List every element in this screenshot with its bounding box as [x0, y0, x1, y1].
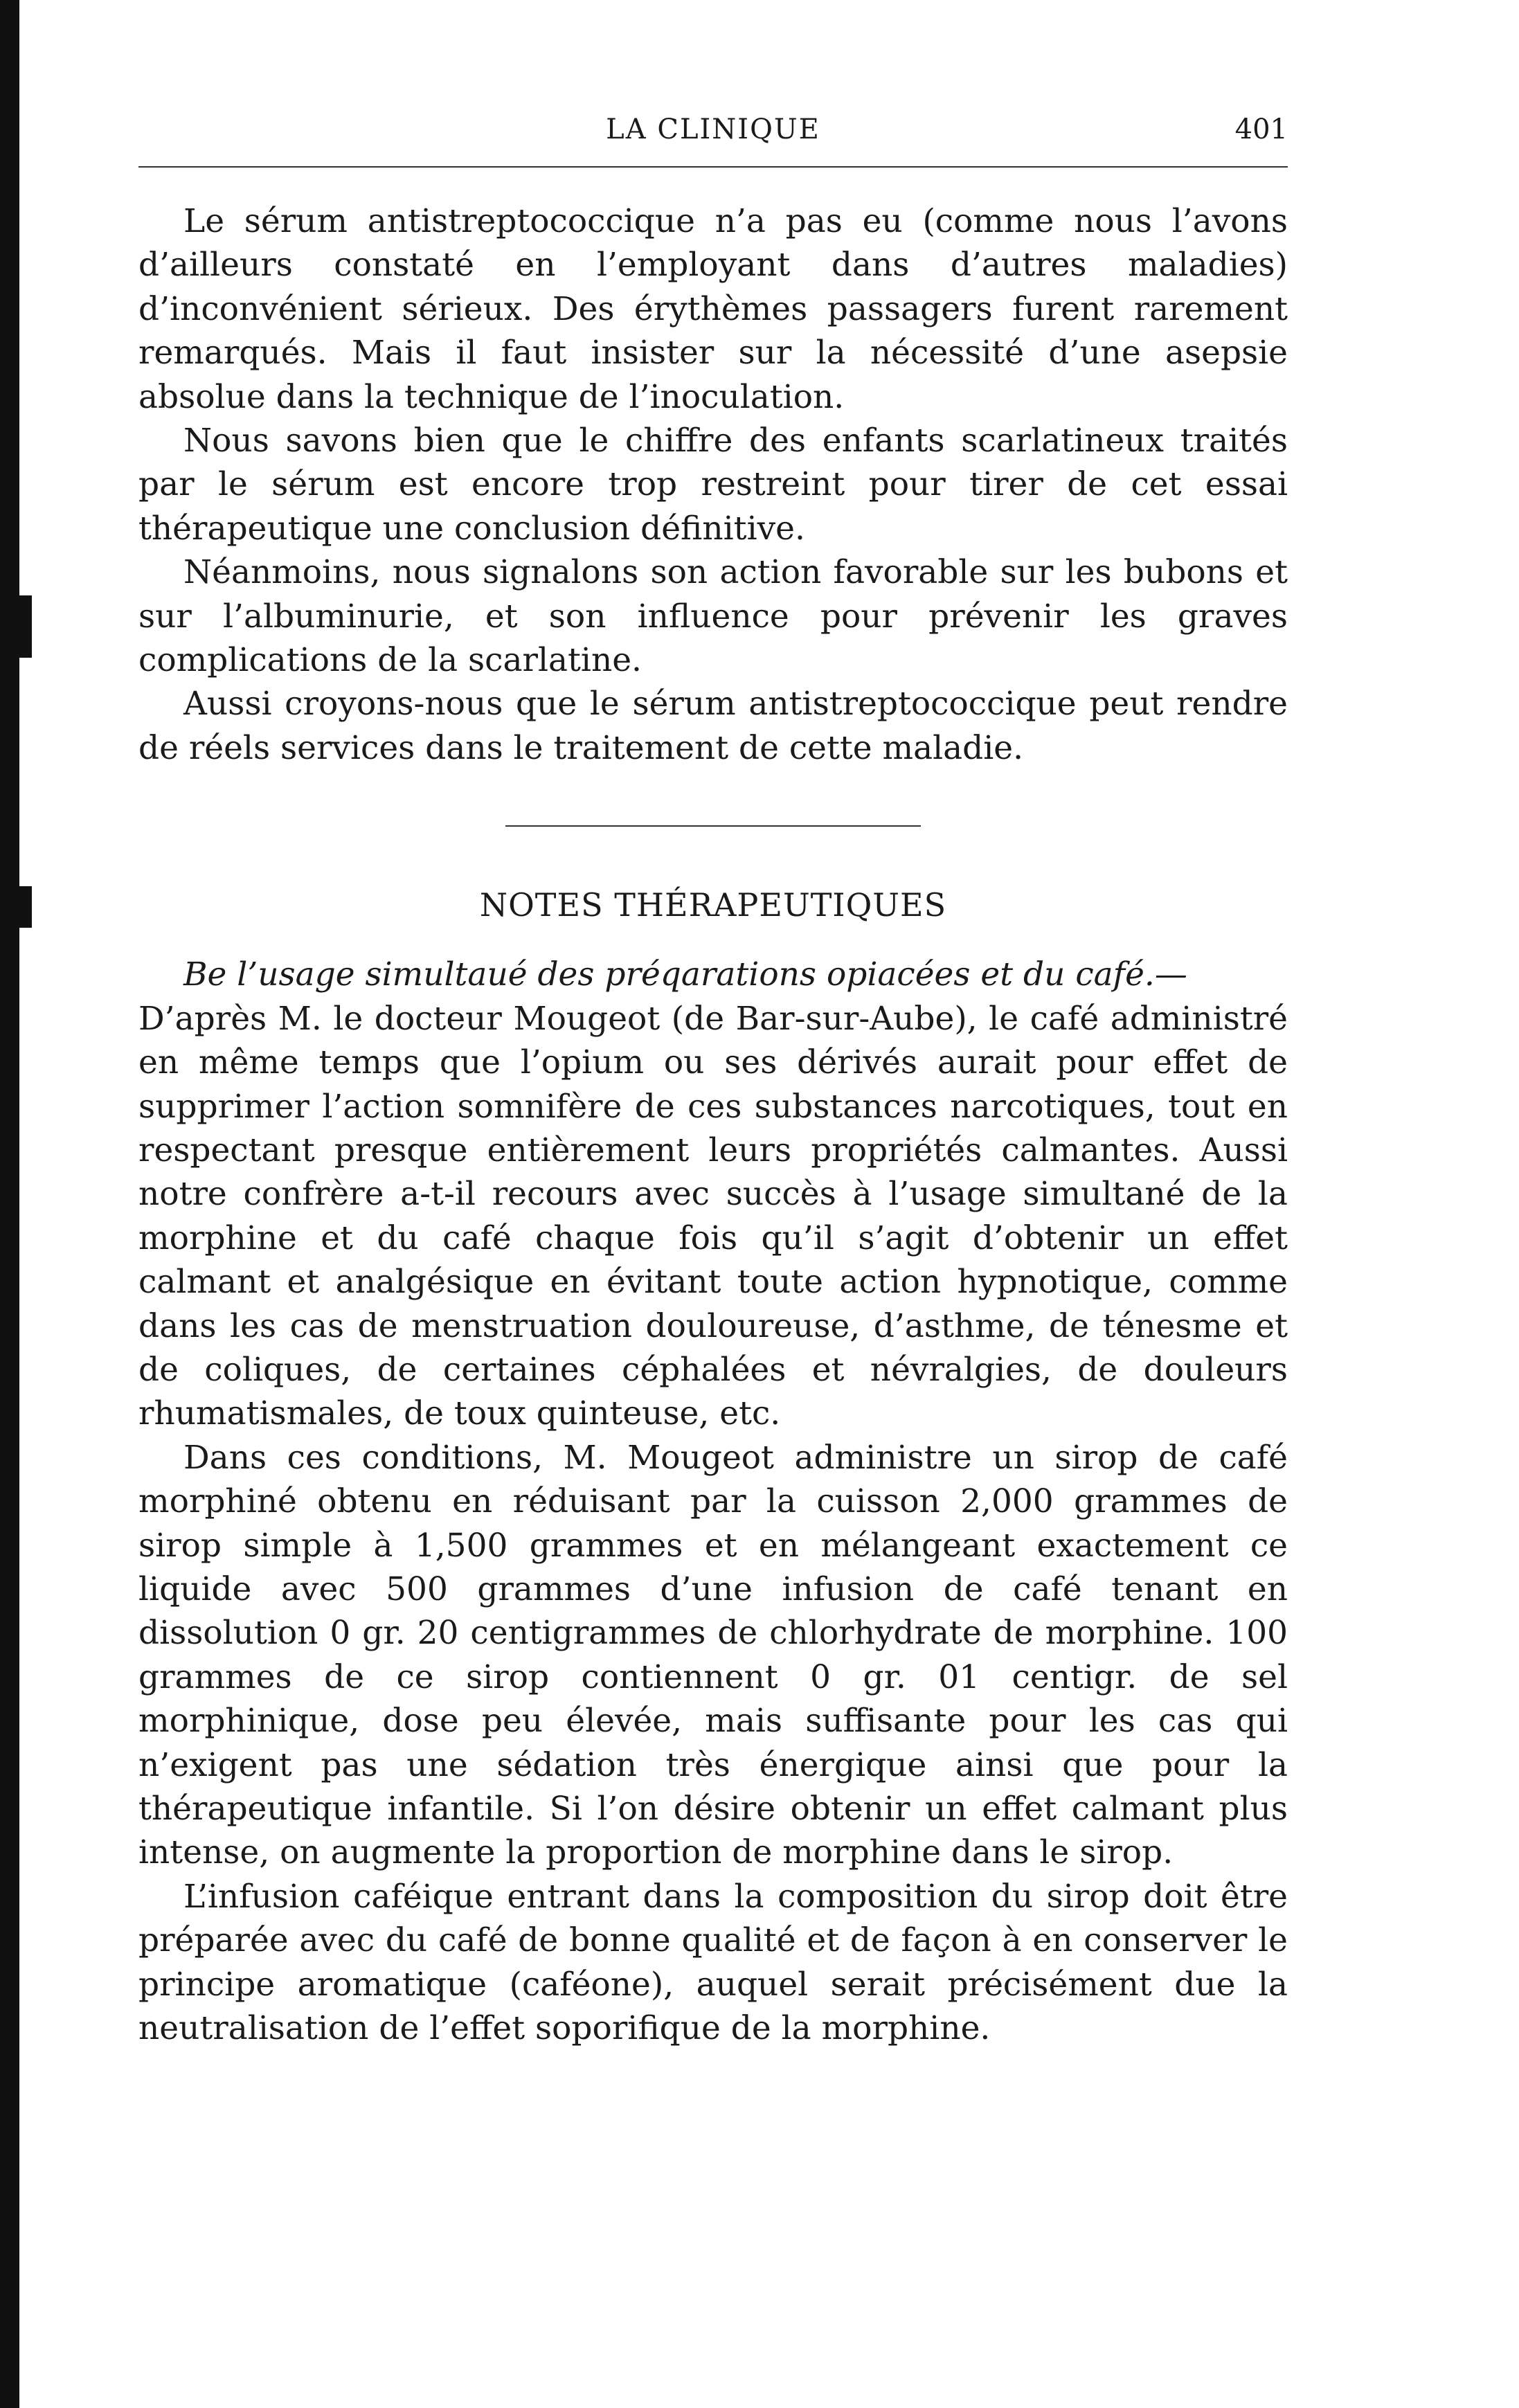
body-paragraph: Aussi croyons-nous que le sérum antistreptococcique peut rendre de réels services dans le traitement de cette maladie.	[138, 685, 1288, 767]
body-paragraph: L’infusion caféique entrant dans la composition du sirop doit être préparée avec du café de bonne qualité et de façon à en conserver le principe aromatique (caféone), auquel serait précisément due la neutralisation de l’effet soporifique de la morphine.	[138, 1877, 1288, 2048]
page-binding-mark	[0, 595, 32, 658]
body-paragraph: Dans ces conditions, M. Mougeot administre un sirop de café morphiné obtenu en réduisant par la cuisson 2,000 grammes de sirop simple à 1,500 grammes et en mélangeant exactement ce liquide avec 500 grammes d’une infusion de café tenant en dissolution 0 gr. 20 centigrammes de chlorhydrate de morphine. 100 grammes de ce sirop contiennent 0 gr. 01 centigr. de sel morphinique, dose peu élevée, mais suffisante pour les cas qui n’exigent pas une sédation très énergique ainsi que pour la thérapeutique infantile. Si l’on désire obtenir un effet calmant plus intense, on augmente la proportion de morphine dans le sirop.	[138, 1438, 1288, 1872]
body-paragraph: Néanmoins, nous signalons son action favorable sur les bubons et sur l’albuminurie, et son influence pour prévenir les graves complications de la scarlatine.	[138, 553, 1288, 680]
body-paragraph: Le sérum antistreptococcique n’a pas eu (comme nous l’avons d’ailleurs constaté en l’employant dans d’autres maladies) d’inconvénient sérieux. Des érythèmes passagers furent rarement remarqués. Mais il faut insister sur la nécessité d’une asepsie absolue dans la technique de l’inoculation.	[138, 202, 1288, 416]
book-page	[138, 104, 1288, 2050]
section-divider	[505, 825, 921, 827]
page-number: 401	[1234, 114, 1288, 145]
header-rule	[138, 166, 1288, 168]
running-title: LA CLINIQUE	[606, 114, 820, 145]
section-heading: NOTES THÉRAPEUTIQUES	[479, 886, 947, 924]
page-binding-mark	[0, 886, 32, 928]
note-text: D’après M. le docteur Mougeot (de Bar-sur-Aube), le café administré en même temps que l’opium ou ses dérivés aurait pour effet de supprimer l’action somnifère de ces substances narcotiques, tout en respectant presque entièrement leurs propriétés calmantes. Aussi notre confrère a-t-il recours avec succès à l’usage simultané de la morphine et du café chaque fois qu’il s’agit d’obtenir un effet calmant et analgésique en évitant toute action hypnotique, comme dans les cas de menstruation douloureuse, d’asthme, de ténesme et de coliques, de certaines céphalées et névralgies, de douleurs rhumatismales, de toux quinteuse, etc.	[138, 999, 1288, 1433]
note-title: Be l’usage simultaué des préqarations opiacées et du café.—	[183, 955, 1187, 994]
running-head	[138, 104, 1288, 166]
page-binding-edge	[0, 0, 19, 2408]
body-paragraph: Nous savons bien que le chiffre des enfants scarlatineux traités par le sérum est encore trop restreint pour tirer de cet essai thérapeutique une conclusion définitive.	[138, 422, 1288, 548]
note-paragraph	[138, 953, 1288, 1435]
